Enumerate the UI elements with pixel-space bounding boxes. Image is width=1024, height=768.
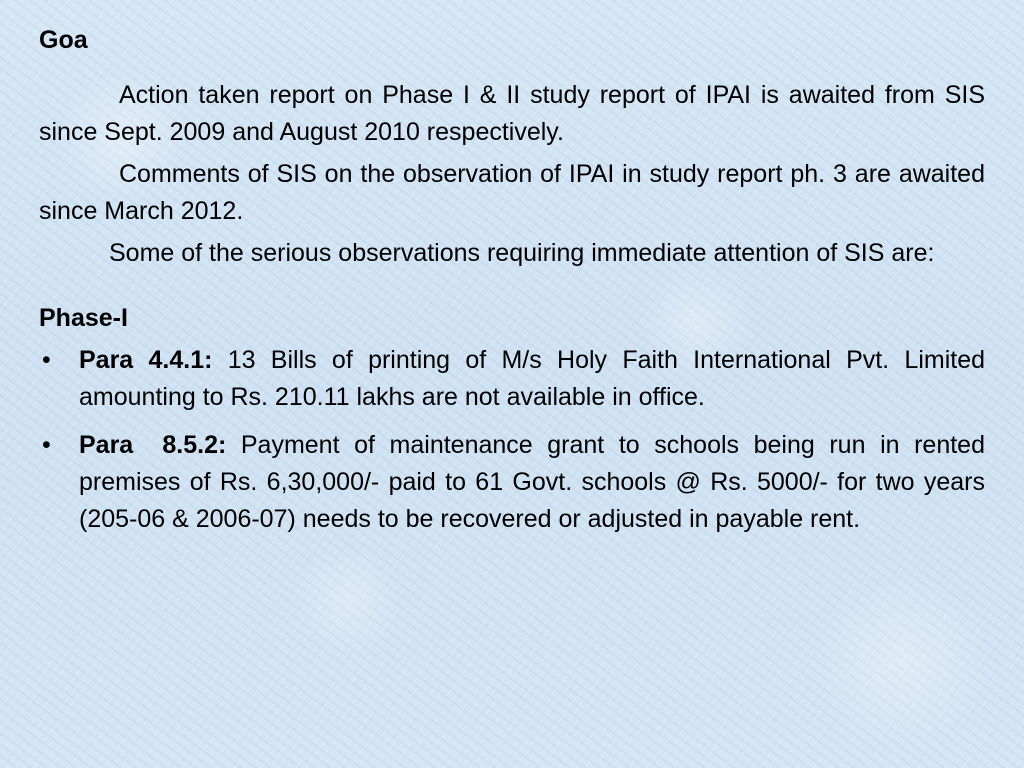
bullet-reference: Para 8.5.2:: [79, 431, 227, 459]
slide-content: [39, 22, 985, 549]
bullet-text: 13 Bills of printing of M/s Holy Faith International Pvt. Limited amounting to Rs. 210.11 lakhs are not available in office.: [79, 346, 986, 411]
bullet-text: Payment of maintenance grant to schools being run in rented premises of Rs. 6,30,000/- paid to 61 Govt. schools @ Rs. 5000/- for two years (205-06 & 2006-07) needs to be recovered or adjusted in payable rent.: [79, 431, 985, 533]
slide-title: Goa: [39, 26, 88, 54]
paragraph-observations-intro: Some of the serious observations requiring immediate attention of SIS are:: [109, 239, 935, 267]
paragraph-action-taken: Action taken report on Phase I & II study report of IPAI is awaited from SIS since Sept. 2009 and August 2010 respectively.: [39, 81, 985, 146]
bullet-item-para-4-4-1: [39, 342, 985, 416]
bullet-reference: Para 4.4.1:: [79, 346, 213, 374]
section-heading-phase-i: Phase-I: [39, 304, 128, 332]
bullet-marker: •: [42, 431, 51, 459]
paragraph-comments: Comments of SIS on the observation of IPAI in study report ph. 3 are awaited since March 2012.: [39, 160, 985, 225]
bullet-marker: •: [42, 346, 51, 374]
bullet-item-para-8-5-2: [39, 427, 985, 538]
